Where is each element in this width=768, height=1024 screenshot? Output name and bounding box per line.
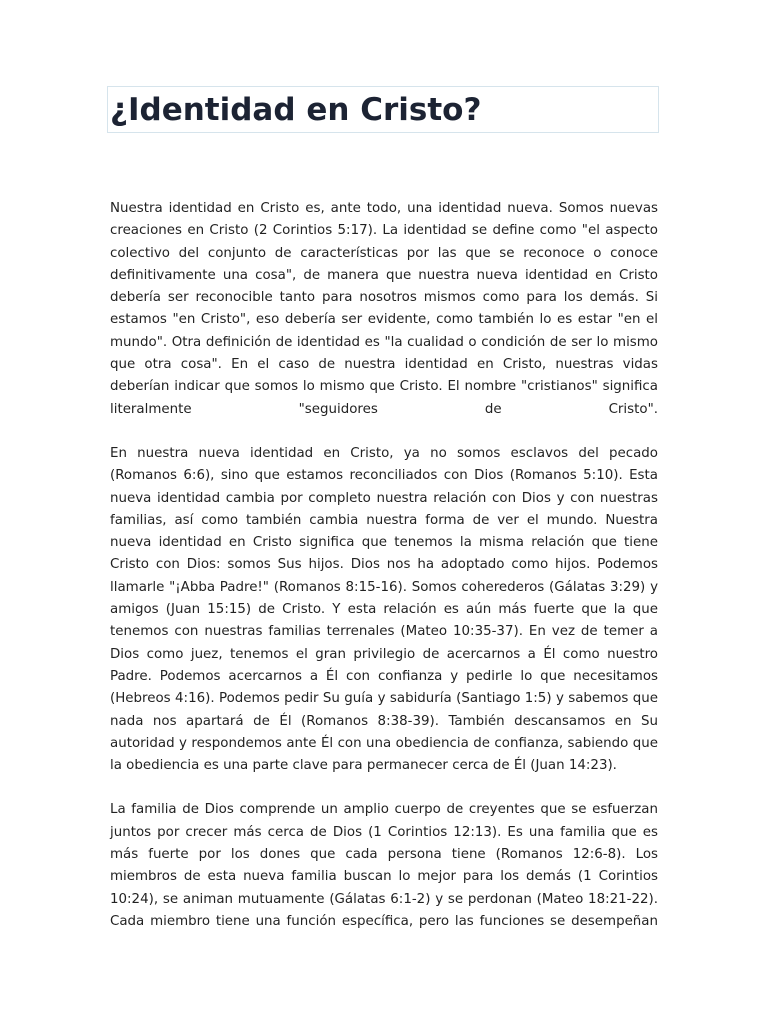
title-box	[107, 86, 659, 133]
paragraph-3: La familia de Dios comprende un amplio cuerpo de creyentes que se esfuerzan juntos por crecer más cerca de Dios (1 Corintios 12:13). Es una familia que es más fuerte por los dones que cada persona tiene (Romanos 12:6-8). Los miembros de esta nueva familia buscan lo mejor para los demás (1 Corintios 10:24), se animan mutuamente (Gálatas 6:1-2) y se perdonan (Mateo 18:21-22). Cada miembro tiene una función específica, pero las funciones se desempeñan	[110, 802, 658, 929]
paragraph-1: Nuestra identidad en Cristo es, ante todo, una identidad nueva. Somos nuevas creaciones en Cristo (2 Corintios 5:17). La identidad se define como "el aspecto colectivo del conjunto de características por las que se reconoce o conoce definitivamente una cosa", de manera que nuestra nueva identidad en Cristo debería ser reconocible tanto para nosotros mismos como para los demás. Si estamos "en Cristo", eso debería ser evidente, como también lo es estar "en el mundo". Otra definición de identidad es "la cualidad o condición de ser lo mismo que otra cosa". En el caso de nuestra identidad en Cristo, nuestras vidas deberían indicar que somos lo mismo que Cristo. El nombre "cristianos" significa literalmente "seguidores de Cristo".	[110, 201, 658, 417]
page-title: ¿Identidad en Cristo?	[110, 92, 482, 128]
document-body	[110, 198, 658, 955]
paragraph-2: En nuestra nueva identidad en Cristo, ya no somos esclavos del pecado (Romanos 6:6), sino que estamos reconciliados con Dios (Romanos 5:10). Esta nueva identidad cambia por completo nuestra relación con Dios y con nuestras familias, así como también cambia nuestra forma de ver el mundo. Nuestra nueva identidad en Cristo significa que tenemos la misma relación que tiene Cristo con Dios: somos Sus hijos. Dios nos ha adoptado como hijos. Podemos llamarle "¡Abba Padre!" (Romanos 8:15-16). Somos coherederos (Gálatas 3:29) y amigos (Juan 15:15) de Cristo. Y esta relación es aún más fuerte que la que tenemos con nuestras familias terrenales (Mateo 10:35-37). En vez de temer a Dios como juez, tenemos el gran privilegio de acercarnos a Él como nuestro Padre. Podemos acercarnos a Él con confianza y pedirle lo que necesitamos (Hebreos 4:16). Podemos pedir Su guía y sabiduría (Santiago 1:5) y sabemos que nada nos apartará de Él (Romanos 8:38-39). También descansamos en Su autoridad y respondemos ante Él con una obediencia de confianza, sabiendo que la obediencia es una parte clave para permanecer cerca de Él (Juan 14:23).	[110, 445, 658, 774]
